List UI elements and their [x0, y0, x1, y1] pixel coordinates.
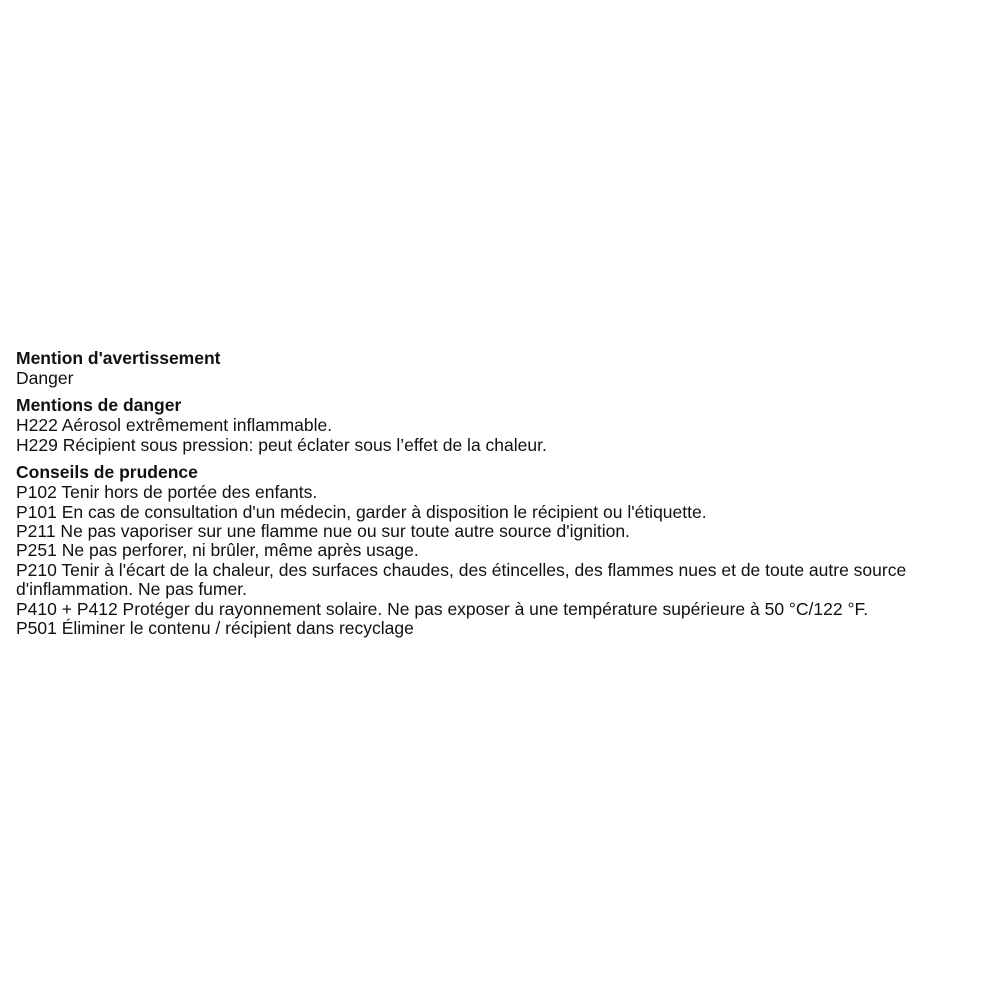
precaution-p102: P102 Tenir hors de portée des enfants.: [16, 482, 318, 503]
label-document: [16, 348, 996, 638]
precaution-p501: P501 Éliminer le contenu / récipient dans recyclage: [16, 618, 414, 639]
precaution-p101: P101 En cas de consultation d'un médecin, garder à disposition le récipient ou l'étiquette.: [16, 501, 707, 522]
hazard-statements-heading: Mentions de danger: [16, 395, 182, 416]
hazard-statement-h222: H222 Aérosol extrêmement inflammable.: [16, 415, 333, 436]
signal-word-section: [16, 348, 996, 388]
hazard-statement-h229: H229 Récipient sous pression: peut éclater sous l’effet de la chaleur.: [16, 434, 547, 455]
hazard-statements-section: [16, 395, 996, 455]
precautionary-statements-heading: Conseils de prudence: [16, 462, 198, 483]
precautionary-statements-section: [16, 462, 996, 638]
precaution-p251: P251 Ne pas perforer, ni brûler, même après usage.: [16, 540, 419, 561]
signal-word-value: Danger: [16, 368, 74, 388]
precaution-p211: P211 Ne pas vaporiser sur une flamme nue ou sur toute autre source d'ignition.: [16, 521, 630, 542]
signal-word-heading: Mention d'avertissement: [16, 348, 221, 368]
precaution-p210: P210 Tenir à l'écart de la chaleur, des surfaces chaudes, des étincelles, des flammes nues et de toute autre source: [16, 559, 907, 580]
precaution-p410-p412: P410 + P412 Protéger du rayonnement solaire. Ne pas exposer à une température supérieure à 50 °C/122 °F.: [16, 598, 869, 619]
precaution-p210-continued: d'inflammation. Ne pas fumer.: [16, 579, 247, 600]
